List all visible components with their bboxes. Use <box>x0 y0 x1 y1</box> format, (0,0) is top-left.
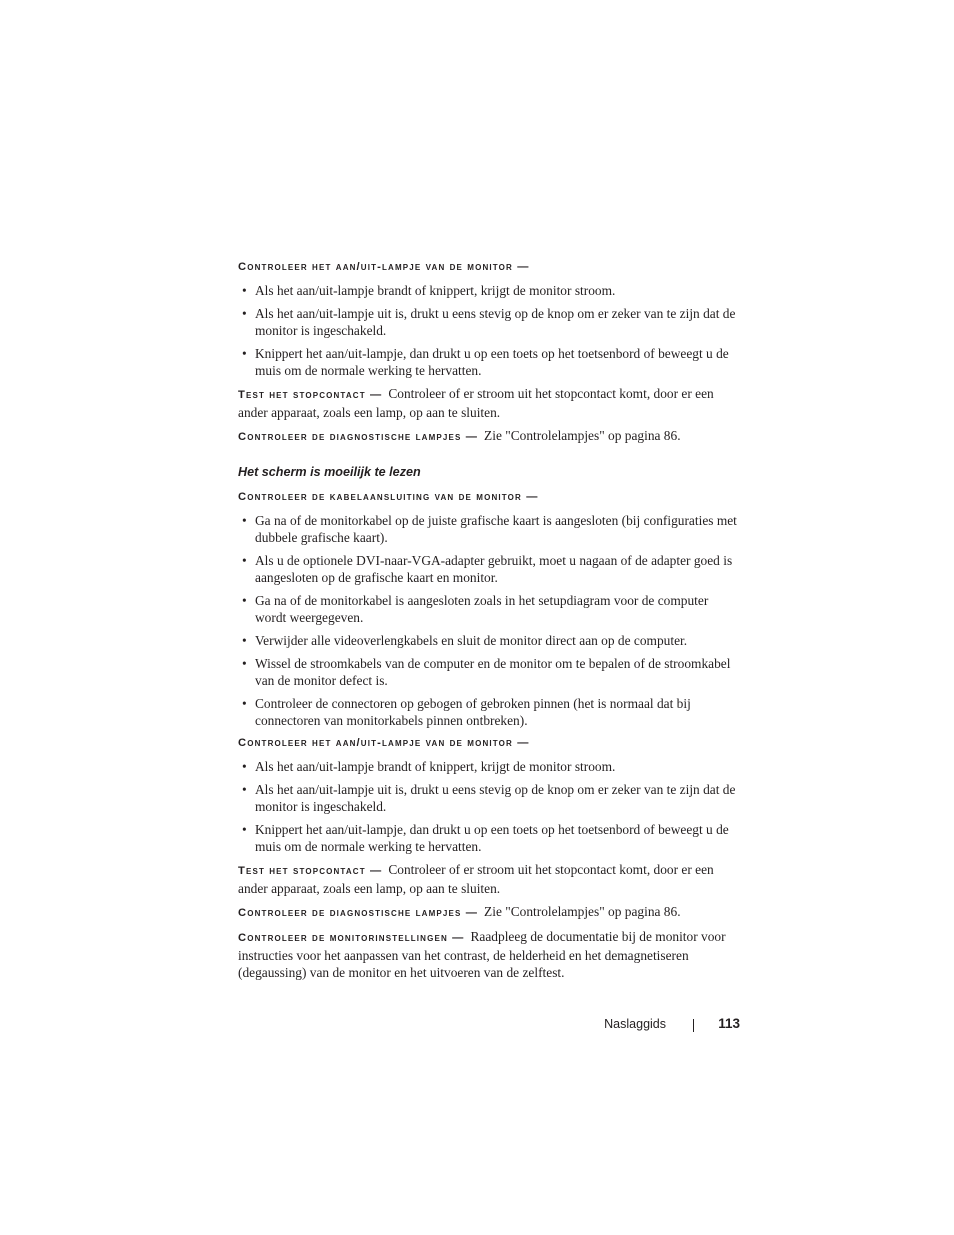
list-item: • Als het aan/uit-lampje brandt of knippert, krijgt de monitor stroom. <box>242 283 616 298</box>
bullet-icon: • <box>242 553 247 568</box>
list-item: • Wissel de stroomkabels van de computer en de monitor om te bepalen of de stroomkabel van de monitor defect is. <box>242 656 731 688</box>
inline-heading-test-outlet: Test het stopcontact — <box>238 389 383 401</box>
paragraph-monitor-settings <box>238 928 738 981</box>
bullet-icon: • <box>242 283 247 298</box>
bullet-icon: • <box>242 759 247 774</box>
list-item: • Verwijder alle videoverlengkabels en sluit de monitor direct aan op de computer. <box>242 633 688 648</box>
bullet-list-power-light <box>238 758 738 855</box>
page-content <box>238 259 738 987</box>
bullet-icon: • <box>242 633 247 648</box>
bullet-icon: • <box>242 306 247 321</box>
paragraph-text: Controleer of er stroom uit het stopcontact komt, door er een ander apparaat, zoals een lamp, op aan te sluiten. <box>238 386 714 420</box>
section-heading-power-light: Controleer het aan/uit-lampje van de monitor — <box>238 737 530 749</box>
paragraph-text: Zie "Controlelampjes" op pagina 86. <box>484 428 681 443</box>
list-item: • Controleer de connectoren op gebogen of gebroken pinnen (het is normaal dat bij connectoren van monitorkabels pinnen ontbreken). <box>242 696 691 728</box>
bullet-icon: • <box>242 513 247 528</box>
list-item: • Als het aan/uit-lampje uit is, drukt u eens stevig op de knop om er zeker van te zijn dat de monitor is ingeschakeld. <box>242 306 736 338</box>
footer-guide-label: Naslaggids <box>604 1017 666 1031</box>
page-footer <box>560 1015 740 1035</box>
subsection-title: Het scherm is moeilijk te lezen <box>238 465 421 479</box>
bullet-icon: • <box>242 593 247 608</box>
list-item: • Als het aan/uit-lampje uit is, drukt u eens stevig op de knop om er zeker van te zijn dat de monitor is ingeschakeld. <box>242 782 736 814</box>
paragraph-test-outlet <box>238 385 738 421</box>
paragraph-diagnostic-lights <box>238 903 738 922</box>
bullet-icon: • <box>242 782 247 797</box>
inline-heading-test-outlet: Test het stopcontact — <box>238 865 383 877</box>
inline-heading-monitor-settings: Controleer de monitorinstellingen — <box>238 932 465 944</box>
bullet-icon: • <box>242 656 247 671</box>
list-item: • Knippert het aan/uit-lampje, dan drukt u op een toets op het toetsenbord of beweegt u de muis om de normale werking te hervatten. <box>242 822 729 854</box>
page-number: 113 <box>718 1016 740 1031</box>
inline-heading-diagnostic-lights: Controleer de diagnostische lampjes — <box>238 431 479 443</box>
bullet-icon: • <box>242 346 247 361</box>
list-item: • Ga na of de monitorkabel op de juiste grafische kaart is aangesloten (bij configuraties met dubbele grafische kaart). <box>242 513 737 545</box>
bullet-icon: • <box>242 696 247 711</box>
footer-separator <box>693 1019 694 1032</box>
inline-heading-diagnostic-lights: Controleer de diagnostische lampjes — <box>238 907 479 919</box>
bullet-list-power-light <box>238 282 738 379</box>
list-item: • Als het aan/uit-lampje brandt of knippert, krijgt de monitor stroom. <box>242 759 616 774</box>
paragraph-text: Raadpleeg de documentatie bij de monitor voor instructies voor het aanpassen van het contrast, de helderheid en het demagnetiseren (degaussing) van de monitor en het uitvoeren van de zelftest. <box>238 929 726 980</box>
section-heading-cable-connection: Controleer de kabelaansluiting van de monitor — <box>238 491 539 503</box>
paragraph-text: Zie "Controlelampjes" op pagina 86. <box>484 904 681 919</box>
paragraph-diagnostic-lights <box>238 427 738 446</box>
list-item: • Als u de optionele DVI-naar-VGA-adapter gebruikt, moet u nagaan of de adapter goed is aangesloten op de grafische kaart en monitor. <box>242 553 733 585</box>
list-item: • Ga na of de monitorkabel is aangesloten zoals in het setupdiagram voor de computer wordt weergegeven. <box>242 593 709 625</box>
paragraph-test-outlet <box>238 861 738 897</box>
bullet-list-cable-connection <box>238 512 738 729</box>
paragraph-text: Controleer of er stroom uit het stopcontact komt, door er een ander apparaat, zoals een lamp, op aan te sluiten. <box>238 862 714 896</box>
section-heading-power-light: Controleer het aan/uit-lampje van de monitor — <box>238 261 530 273</box>
bullet-icon: • <box>242 822 247 837</box>
list-item: • Knippert het aan/uit-lampje, dan drukt u op een toets op het toetsenbord of beweegt u de muis om de normale werking te hervatten. <box>242 346 729 378</box>
